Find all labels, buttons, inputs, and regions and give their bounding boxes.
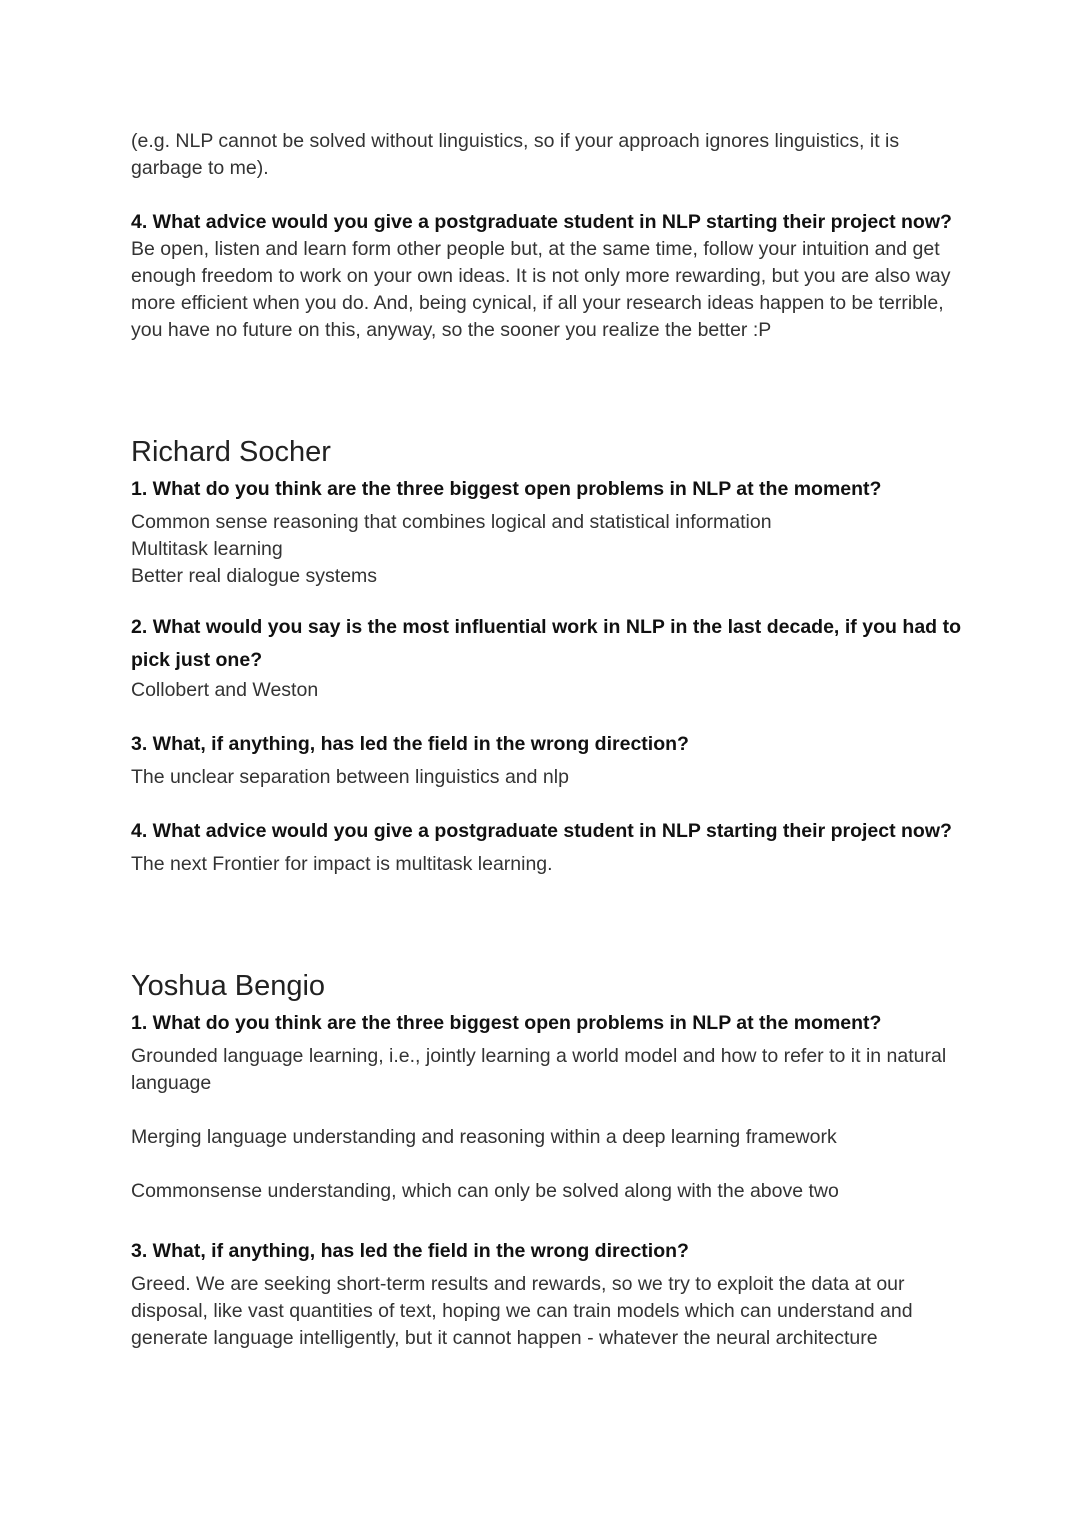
intro-continuation: (e.g. NLP cannot be solved without linguistics, so if your approach ignores linguistics, it is garbage to me). xyxy=(131,130,900,179)
socher-answer-4: The next Frontier for impact is multitask learning. xyxy=(131,853,553,875)
socher-answer-1-item: Multitask learning xyxy=(131,538,283,560)
socher-answer-2: Collobert and Weston xyxy=(131,679,319,701)
intro-answer-4: Be open, listen and learn form other people but, at the same time, follow your intuition and get enough freedom to work on your own ideas. It is not only more rewarding, but you are also way more efficient when you do. And, being cynical, if all your research ideas happen to be terrible, you have no future on this, anyway, so the sooner you realize the better :P xyxy=(131,238,951,341)
socher-answer-1-item: Better real dialogue systems xyxy=(131,565,378,587)
socher-question-4: 4. What advice would you give a postgraduate student in NLP starting their project now? xyxy=(131,820,952,842)
socher-answer-3: The unclear separation between linguistics and nlp xyxy=(131,766,569,788)
section-heading-socher: Richard Socher xyxy=(131,436,331,468)
bengio-answer-1-item: Grounded language learning, i.e., jointly learning a world model and how to refer to it in natural language xyxy=(131,1045,947,1094)
socher-question-2: 2. What would you say is the most influential work in NLP in the last decade, if you had to pick just one? xyxy=(131,616,961,671)
socher-answer-1-item: Common sense reasoning that combines logical and statistical information xyxy=(131,511,772,533)
bengio-answer-1-item: Merging language understanding and reasoning within a deep learning framework xyxy=(131,1126,837,1148)
section-heading-bengio: Yoshua Bengio xyxy=(131,970,326,1002)
bengio-answer-3: Greed. We are seeking short-term results and rewards, so we try to exploit the data at our disposal, like vast quantities of text, hoping we can train models which can understand and generate language intelligently, but it cannot happen - whatever the neural architecture xyxy=(131,1273,913,1349)
bengio-question-1: 1. What do you think are the three biggest open problems in NLP at the moment? xyxy=(131,1012,882,1034)
document-page xyxy=(131,128,961,1352)
socher-question-3: 3. What, if anything, has led the field in the wrong direction? xyxy=(131,733,689,755)
bengio-question-3: 3. What, if anything, has led the field in the wrong direction? xyxy=(131,1240,689,1262)
bengio-answer-1-item: Commonsense understanding, which can only be solved along with the above two xyxy=(131,1180,839,1202)
intro-question-4: 4. What advice would you give a postgraduate student in NLP starting their project now? xyxy=(131,211,952,233)
socher-question-1: 1. What do you think are the three biggest open problems in NLP at the moment? xyxy=(131,478,882,500)
